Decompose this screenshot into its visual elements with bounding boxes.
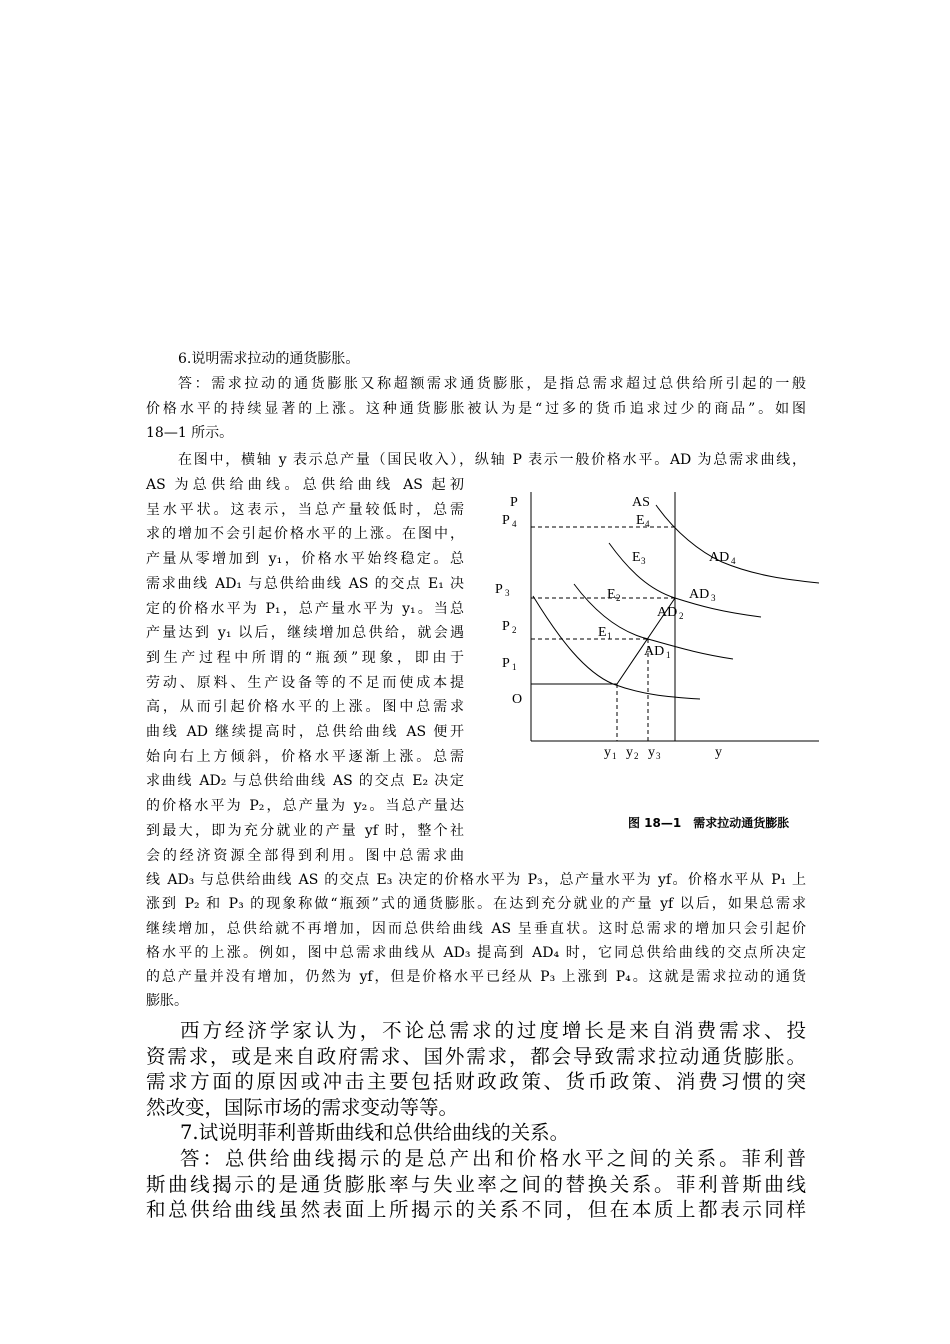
- text-line: 在图中，横轴 y 表示总产量（国民收入），纵轴 P 表示一般价格水平。AD 为总需求曲线，: [178, 452, 806, 468]
- text-line: 的价格水平为 P₂，总产量为 y₂。当总产量达: [146, 798, 464, 815]
- q6-title: 6.说明需求拉动的通货膨胀。: [178, 351, 360, 367]
- e2-label: E: [607, 587, 616, 602]
- ad1-sub: 1: [666, 650, 671, 660]
- ad4-label: AD: [709, 550, 730, 565]
- q6-answer-line: 价格水平的持续显著的上涨。这种通货膨胀被认为是“过多的货币追求过少的商品”。如图: [146, 400, 806, 417]
- text-line: 线 AD₃ 与总供给曲线 AS 的交点 E₃ 决定的价格水平为 P₃，总产量水平为 yf。价格水平从 P₁ 上: [146, 872, 806, 888]
- text-line: 会的经济资源全部得到利用。图中总需求曲: [146, 847, 464, 864]
- q7-answer: [146, 1146, 806, 1223]
- e3-sub: 3: [641, 556, 646, 566]
- e1-label: E: [598, 625, 607, 640]
- e4-sub: 4: [645, 519, 650, 529]
- e4-label: E: [636, 513, 645, 528]
- text-line: 然改变，国际市场的需求变动等等。: [146, 1095, 459, 1119]
- p4-sub: 4: [512, 519, 517, 529]
- text-line: 呈水平状。这表示，当总产量较低时，总需: [146, 501, 464, 518]
- e1-sub: 1: [607, 631, 612, 641]
- figure-demand-pull-inflation: [488, 486, 828, 762]
- as-curve: [531, 492, 678, 741]
- q6-answer-line: 答：需求拉动的通货膨胀又称超额需求通货膨胀，是指总需求超过总供给所引起的一般: [178, 376, 806, 392]
- text-line: 产量达到 y₁ 以后，继续增加总供给，就会遇: [146, 625, 464, 642]
- q6-wrapped-text: [146, 473, 464, 868]
- text-line: 到最大，即为充分就业的产量 yf 时，整个社: [146, 822, 464, 839]
- q6-answer-intro: [146, 372, 806, 446]
- text-line: 斯曲线揭示的是通货膨胀率与失业率之间的替换关系。菲利普斯曲线: [146, 1172, 806, 1196]
- text-line: 继续增加，总供给就不再增加，因而总供给曲线 AS 呈垂直状。这时总需求的增加只会引起价: [146, 920, 806, 937]
- q6-western-economists-paragraph: [146, 1018, 806, 1120]
- text-line: 资需求，或是来自政府需求、国外需求，都会导致需求拉动通货膨胀。: [146, 1044, 806, 1068]
- q7-title: 7.试说明菲利普斯曲线和总供给曲线的关系。: [180, 1121, 570, 1144]
- ad1-label: AD: [644, 644, 665, 659]
- text-line: 高，从而引起价格水平的上涨。图中总需求: [146, 699, 464, 716]
- as-label: AS: [632, 495, 650, 510]
- p2-sub: 2: [512, 625, 517, 635]
- p3-sub: 3: [505, 588, 510, 598]
- e2-sub: 2: [616, 593, 621, 603]
- text-line: 需求曲线 AD₁ 与总供给曲线 AS 的交点 E₁ 决: [146, 575, 464, 592]
- figure-caption: 图 18—1 需求拉动通货膨胀: [628, 816, 790, 830]
- text-line: 答：总供给曲线揭示的是总产出和价格水平之间的关系。菲利普: [180, 1147, 806, 1170]
- text-line: 劳动、原料、生产设备等的不足而使成本提: [146, 674, 464, 691]
- p4-label: P: [502, 513, 510, 528]
- axis-label-p: P: [510, 495, 518, 510]
- text-line: AS 为总供给曲线。总供给曲线 AS 起初: [146, 477, 464, 493]
- y2-label: y: [626, 745, 633, 760]
- y1-sub: 1: [612, 751, 617, 761]
- q6-answer-line: 18—1 所示。: [146, 425, 234, 442]
- ad3-sub: 3: [711, 593, 716, 603]
- p2-label: P: [502, 619, 510, 634]
- y3-label: y: [648, 745, 655, 760]
- q6-para2-first-line: [146, 448, 806, 473]
- origin-label: O: [512, 692, 523, 707]
- p3-label: P: [495, 582, 503, 597]
- text-line: 求的增加不会引起价格水平的上涨。在图中，: [146, 526, 464, 543]
- ad4-curve: [656, 505, 819, 583]
- text-line: 的总产量并没有增加，仍然为 yf，但是价格水平已经从 P₃ 上涨到 P₄。这就是需求拉动的通货: [146, 969, 806, 986]
- text-line: 膨胀。: [146, 993, 188, 1010]
- text-line: 到生产过程中所谓的“瓶颈”现象，即由于: [146, 649, 464, 666]
- text-line: 需求方面的原因或冲击主要包括财政政策、货币政策、消费习惯的突: [146, 1070, 806, 1093]
- y3-sub: 3: [656, 751, 661, 761]
- ad3-label: AD: [689, 587, 710, 602]
- text-line: 求曲线 AD₂ 与总供给曲线 AS 的交点 E₂ 决定: [146, 773, 464, 790]
- text-line: 曲线 AD 继续提高时，总供给曲线 AS 便开: [146, 724, 464, 741]
- text-line: 格水平的上涨。例如，图中总需求曲线从 AD₃ 提高到 AD₄ 时，它同总供给曲线的交点所决定: [146, 944, 806, 961]
- y2-sub: 2: [634, 751, 639, 761]
- text-line: 西方经济学家认为，不论总需求的过度增长是来自消费需求、投: [180, 1019, 806, 1042]
- text-line: 定的价格水平为 P₁，总产量水平为 y₁。当总: [146, 600, 464, 617]
- ad2-sub: 2: [679, 611, 684, 621]
- q6-continued-text: [146, 868, 806, 1014]
- text-line: 涨到 P₂ 和 P₃ 的现象称做“瓶颈”式的通货膨胀。在达到充分就业的产量 yf 以后，如果总需求: [146, 896, 806, 913]
- axis-label-y: y: [715, 745, 722, 760]
- y1-label: y: [604, 745, 611, 760]
- p1-sub: 1: [512, 662, 517, 672]
- text-line: 和总供给曲线虽然表面上所揭示的关系不同，但在本质上都表示同样: [146, 1198, 806, 1221]
- text-line: 产量从零增加到 y₁，价格水平始终稳定。总: [146, 551, 464, 568]
- ad4-sub: 4: [731, 556, 736, 566]
- e3-label: E: [632, 550, 641, 565]
- text-line: 始向右上方倾斜，价格水平逐渐上涨。总需: [146, 748, 464, 765]
- ad2-label: AD: [657, 605, 678, 620]
- p1-label: P: [502, 656, 510, 671]
